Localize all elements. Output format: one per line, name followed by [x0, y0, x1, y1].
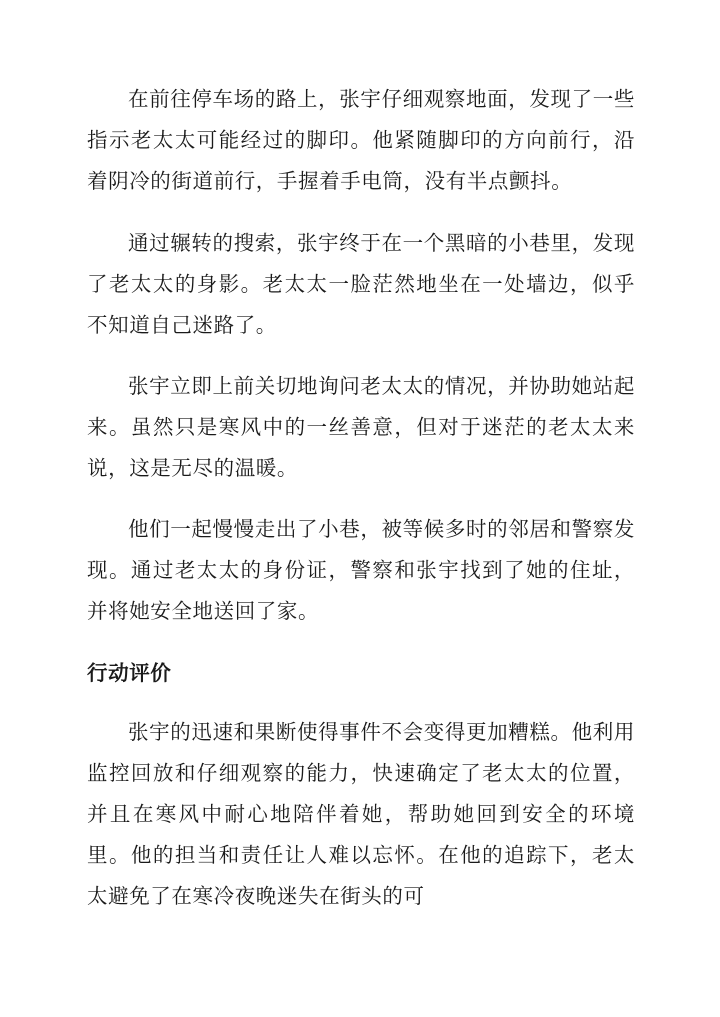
paragraph-return-home: 他们一起慢慢走出了小巷，被等候多时的邻居和警察发现。通过老太太的身份证，警察和张宇找到了她的住址，并将她安全地送回了家。 [87, 517, 635, 623]
section-heading: 行动评价 [87, 661, 172, 685]
paragraph-help: 张宇立即上前关切地询问老太太的情况，并协助她站起来。虽然只是寒风中的一丝善意，但对于迷茫的老太太来说，这是无尽的温暖。 [87, 374, 635, 480]
paragraph-search: 通过辗转的搜索，张宇终于在一个黑暗的小巷里，发现了老太太的身影。老太太一脸茫然地坐在一处墙边，似乎不知道自己迷路了。 [87, 231, 635, 337]
paragraph-evaluation: 张宇的迅速和果断使得事件不会变得更加糟糕。他利用监控回放和仔细观察的能力，快速确定了老太太的位置，并且在寒风中耐心地陪伴着她，帮助她回到安全的环境里。他的担当和责任让人难以忘怀。在他的追踪下，老太太避免了在寒冷夜晚迷失在街头的可 [87, 720, 635, 908]
paragraph-footprints: 在前往停车场的路上，张宇仔细观察地面，发现了一些指示老太太可能经过的脚印。他紧随脚印的方向前行，沿着阴冷的街道前行，手握着手电筒，没有半点颤抖。 [87, 87, 635, 193]
